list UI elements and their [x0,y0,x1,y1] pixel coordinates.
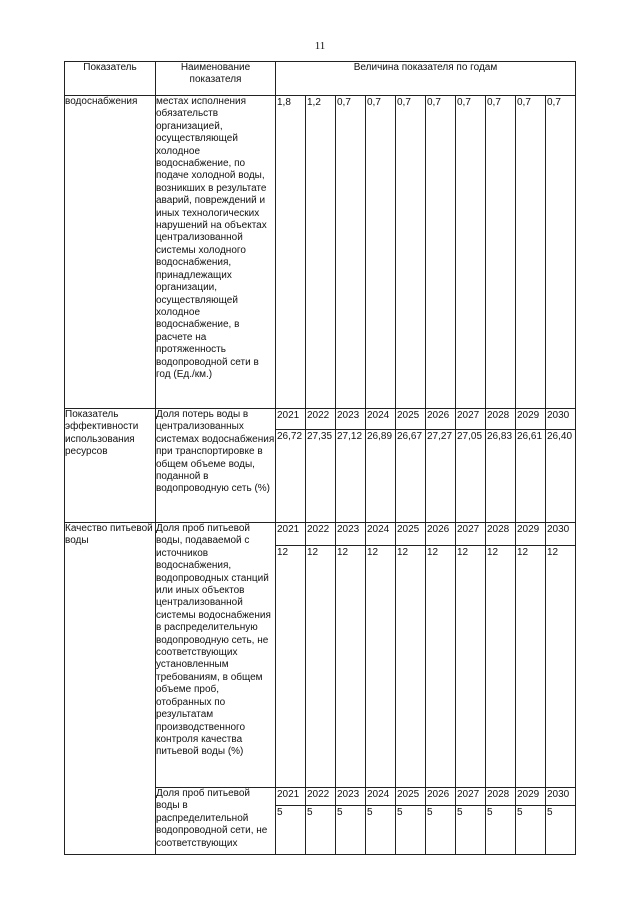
year: 2026 [425,409,455,429]
value-row [276,546,575,787]
year: 2029 [515,788,545,805]
year: 2028 [485,409,515,429]
year: 2022 [305,409,335,429]
year: 2022 [305,523,335,545]
table-row [65,523,576,788]
value: 12 [365,546,395,787]
value: 5 [395,806,425,854]
value: 5 [485,806,515,854]
value: 12 [515,546,545,787]
value: 5 [305,806,335,854]
values-cell [276,409,576,523]
name-cell: Доля потерь воды в централизованных системах водоснабжения при транспортировке в общем объеме воды, поданной в водопроводную сеть (%) [156,409,276,523]
year-row [276,409,575,430]
year: 2027 [455,409,485,429]
year: 2022 [305,788,335,805]
year: 2029 [515,523,545,545]
value: 0,7 [395,96,425,408]
value: 12 [395,546,425,787]
name-cell: местах исполнения обязательств организацией, осуществляющей холодное водоснабжение, по подаче холодной воды, возникших в результате аварий, повреждений и иных технологических нарушений на объектах централизованной системы холодного водоснабжения, принадлежащих организации, осуществляющей холодное водоснабжение, в расчете на протяженность водопроводной сети в год (Ед./км.) [156,96,276,409]
year: 2024 [365,409,395,429]
value: 27,27 [425,430,455,522]
values-cell [276,523,576,788]
value: 5 [335,806,365,854]
header-indicator: Показатель [65,62,156,96]
values-cell [276,788,576,855]
value: 26,89 [365,430,395,522]
value: 12 [455,546,485,787]
value: 5 [515,806,545,854]
value: 5 [365,806,395,854]
value: 26,72 [277,430,303,442]
year: 2021 [277,789,300,800]
indicators-table [64,61,576,855]
year: 2024 [365,788,395,805]
value: 0,7 [455,96,485,408]
indicator-cell: водоснабжения [65,96,156,409]
value: 12 [335,546,365,787]
year: 2023 [335,409,365,429]
year: 2030 [545,523,575,545]
value: 0,7 [425,96,455,408]
header-values: Величина показателя по годам [276,62,576,96]
value: 5 [455,806,485,854]
name-cell: Доля проб питьевой воды в распределительной водопроводной сети, не соответствующих [156,788,276,855]
values-cell [276,96,576,409]
year: 2027 [455,788,485,805]
value: 27,12 [335,430,365,522]
value: 12 [277,546,289,558]
year: 2029 [515,409,545,429]
value-row [276,806,575,854]
year: 2030 [545,788,575,805]
value-row [276,430,575,522]
year: 2024 [365,523,395,545]
page-number: 11 [314,40,326,52]
year: 2026 [425,523,455,545]
year: 2030 [545,409,575,429]
value: 0,7 [545,96,575,408]
value: 0,7 [485,96,515,408]
year: 2027 [455,523,485,545]
value: 12 [485,546,515,787]
year: 2021 [277,524,300,535]
value: 0,7 [365,96,395,408]
year: 2025 [395,788,425,805]
value: 1,8 [277,97,291,108]
indicator-cell: Показатель эффективности использования ресурсов [65,409,156,523]
indicator-cell: Качество питьевой воды [65,523,156,855]
value: 0,7 [335,96,365,408]
year-row [276,523,575,546]
year: 2023 [335,788,365,805]
header-name: Наименование показателя [156,62,276,96]
value: 5 [277,807,283,819]
header-row [65,62,576,96]
value: 5 [545,806,575,854]
table-row [65,96,576,409]
year-row [276,788,575,806]
year: 2026 [425,788,455,805]
value: 12 [425,546,455,787]
value: 27,35 [305,430,335,522]
value: 12 [305,546,335,787]
value: 26,83 [485,430,515,522]
value: 1,2 [305,96,335,408]
value: 26,67 [395,430,425,522]
year: 2028 [485,788,515,805]
value: 0,7 [515,96,545,408]
value: 26,40 [545,430,575,522]
year: 2028 [485,523,515,545]
value: 12 [545,546,575,787]
year: 2023 [335,523,365,545]
year: 2021 [277,410,300,421]
year: 2025 [395,523,425,545]
table-row [65,409,576,523]
value: 27,05 [455,430,485,522]
year: 2025 [395,409,425,429]
name-cell: Доля проб питьевой воды, подаваемой с источников водоснабжения, водопроводных станций или иных объектов централизованной системы водоснабжения в распределительную водопроводную сеть, не соответствующих установленным требованиям, в общем объеме проб, отобранных по результатам производственного контроля качества питьевой воды (%) [156,523,276,788]
value: 26,61 [515,430,545,522]
value: 5 [425,806,455,854]
